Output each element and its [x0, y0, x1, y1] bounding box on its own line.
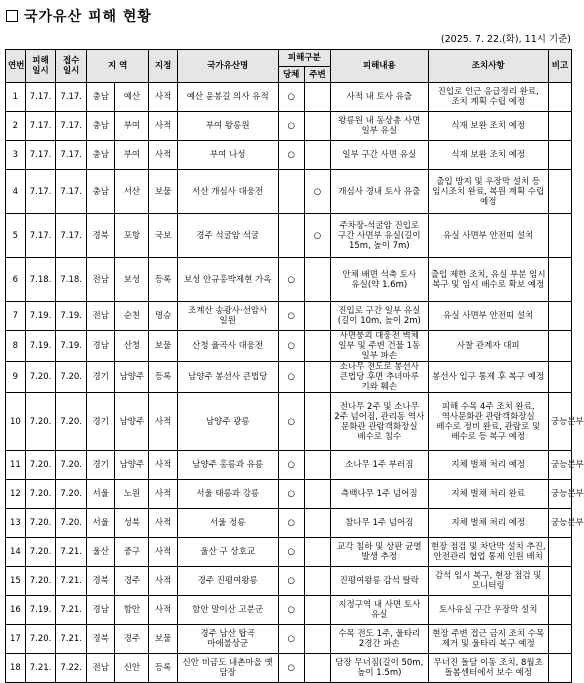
cell-damage-date: 7.19.: [25, 331, 56, 362]
cell-content: 진평여왕릉 감석 탈락: [331, 567, 428, 596]
table-row: [6, 625, 572, 654]
table-row: [6, 362, 572, 393]
cell-direct: ○: [278, 654, 304, 683]
cell-surrounding: [304, 331, 330, 362]
cell-no: 10: [6, 393, 26, 451]
damage-status-table: [5, 49, 584, 683]
table-row: [6, 596, 572, 625]
header-damage-type: 피해구분: [278, 50, 331, 67]
cell-city: 성북: [115, 509, 149, 538]
checkbox-icon: [6, 10, 18, 22]
cell-remarks: [548, 214, 571, 258]
header-action: 조치사항: [428, 50, 548, 83]
cell-province: 전남: [86, 302, 114, 331]
cell-direct: ○: [278, 393, 304, 451]
table-row: [6, 83, 572, 112]
cell-damage-date: 7.17.: [25, 141, 56, 170]
cell-report-date: 7.17.: [56, 141, 87, 170]
cell-direct: ○: [278, 112, 304, 141]
cell-action: 봉선사 입구 통제 후 복구 예정: [428, 362, 548, 393]
cell-direct: ○: [278, 509, 304, 538]
cell-province: 충남: [86, 141, 114, 170]
cell-heritage-name: 남양주 봉선사 큰법당: [177, 362, 278, 393]
cell-content: 소나무 전도로 봉선사 큰법당 후면 추녀마루 기와 훼손: [331, 362, 428, 393]
cell-surrounding: [304, 567, 330, 596]
cell-remarks: [548, 362, 571, 393]
cell-content: 사적 내 토사 유출: [331, 83, 428, 112]
cell-province: 전남: [86, 258, 114, 302]
cell-no: 3: [6, 141, 26, 170]
cell-city: 순천: [115, 302, 149, 331]
cell-no: 14: [6, 538, 26, 567]
cell-damage-date: 7.17.: [25, 170, 56, 214]
header-content: 피해내용: [331, 50, 428, 83]
cell-report-date: 7.21.: [56, 625, 87, 654]
header-heritage-name: 국가유산명: [177, 50, 278, 83]
cell-action: 식재 보완 조치 예정: [428, 112, 548, 141]
cell-action: 무너진 돌담 이동 조치, 8월초 돌봄센터에서 보수 예정: [428, 654, 548, 683]
cell-designation: 명승: [149, 302, 177, 331]
cell-remarks: [548, 112, 571, 141]
cell-province: 서울: [86, 509, 114, 538]
table-row: [6, 258, 572, 302]
cell-heritage-name: 신안 비금도 내촌마을 옛 담장: [177, 654, 278, 683]
cell-direct: ○: [278, 83, 304, 112]
cell-report-date: 7.20.: [56, 509, 87, 538]
header-region: 지 역: [86, 50, 148, 83]
cell-content: 개심사 경내 토사 유출: [331, 170, 428, 214]
cell-province: 경남: [86, 331, 114, 362]
cell-surrounding: [304, 362, 330, 393]
cell-remarks: [548, 654, 571, 683]
cell-content: 사면붕괴 대웅전 벽체 일부 및 주변 건물 1동 일부 파손: [331, 331, 428, 362]
header-no: 연번: [6, 50, 26, 83]
cell-no: 18: [6, 654, 26, 683]
cell-heritage-name: 부여 나성: [177, 141, 278, 170]
cell-no: 13: [6, 509, 26, 538]
cell-report-date: 7.20.: [56, 480, 87, 509]
table-row: [6, 393, 572, 451]
cell-damage-date: 7.17.: [25, 83, 56, 112]
cell-designation: 사적: [149, 596, 177, 625]
cell-city: 신안: [115, 654, 149, 683]
cell-direct: ○: [278, 567, 304, 596]
cell-remarks: 궁능본부: [548, 480, 571, 509]
cell-no: 17: [6, 625, 26, 654]
cell-direct: ○: [278, 302, 304, 331]
cell-no: 1: [6, 83, 26, 112]
cell-heritage-name: 보성 안규홍박제현 가옥: [177, 258, 278, 302]
table-row: [6, 567, 572, 596]
cell-report-date: 7.19.: [56, 302, 87, 331]
cell-content: 담장 무너짐(길이 50m, 높이 1.5m): [331, 654, 428, 683]
cell-direct: ○: [278, 141, 304, 170]
cell-surrounding: [304, 509, 330, 538]
cell-direct: ○: [278, 480, 304, 509]
cell-action: 현장 점검 및 차단막 설치 추진, 안전관리 협업 통제 인원 배치: [428, 538, 548, 567]
cell-heritage-name: 산청 율곡사 대웅전: [177, 331, 278, 362]
cell-damage-date: 7.19.: [25, 302, 56, 331]
cell-content: 일부 구간 사면 유실: [331, 141, 428, 170]
cell-action: 지체 벌채 처리 완료: [428, 480, 548, 509]
cell-report-date: 7.22.: [56, 654, 87, 683]
cell-surrounding: ○: [304, 214, 330, 258]
cell-heritage-name: 서울 정릉: [177, 509, 278, 538]
cell-city: 경주: [115, 567, 149, 596]
cell-city: 보성: [115, 258, 149, 302]
cell-province: 서울: [86, 480, 114, 509]
cell-damage-date: 7.17.: [25, 214, 56, 258]
cell-action: 피해 수목 4주 조치 완료, 역사문화관 관람객화장실 배수로 정비 완료, 관람로 및 배수로 등 복구 예정: [428, 393, 548, 451]
table-row: [6, 654, 572, 683]
cell-content: 측백나무 1주 넘어짐: [331, 480, 428, 509]
cell-direct: ○: [278, 596, 304, 625]
cell-surrounding: [304, 538, 330, 567]
cell-action: 현장 주변 접근 금지 조치 수목 제거 및 울타리 복구 예정: [428, 625, 548, 654]
cell-content: 왕릉원 내 동상총 사면 일부 유실: [331, 112, 428, 141]
cell-remarks: [548, 141, 571, 170]
table-row: [6, 214, 572, 258]
cell-province: 경북: [86, 214, 114, 258]
cell-no: 5: [6, 214, 26, 258]
cell-city: 부여: [115, 112, 149, 141]
cell-city: 예산: [115, 83, 149, 112]
cell-no: 12: [6, 480, 26, 509]
cell-designation: 사적: [149, 567, 177, 596]
page-title: 국가유산 피해 현황: [24, 9, 152, 25]
table-row: [6, 451, 572, 480]
table-row: [6, 331, 572, 362]
cell-city: 서산: [115, 170, 149, 214]
cell-designation: 사적: [149, 393, 177, 451]
cell-no: 6: [6, 258, 26, 302]
cell-damage-date: 7.20.: [25, 509, 56, 538]
cell-city: 남양주: [115, 393, 149, 451]
cell-province: 경북: [86, 567, 114, 596]
cell-damage-date: 7.20.: [25, 480, 56, 509]
cell-heritage-name: 서산 개심사 대웅전: [177, 170, 278, 214]
cell-remarks: 궁능본부: [548, 393, 571, 451]
cell-report-date: 7.17.: [56, 214, 87, 258]
cell-damage-date: 7.17.: [25, 112, 56, 141]
cell-designation: 국보: [149, 214, 177, 258]
cell-remarks: [548, 302, 571, 331]
cell-designation: 보물: [149, 331, 177, 362]
cell-action: 토사유실 구간 우장막 설치: [428, 596, 548, 625]
cell-report-date: 7.20.: [56, 451, 87, 480]
cell-report-date: 7.21.: [56, 567, 87, 596]
cell-surrounding: [304, 654, 330, 683]
cell-direct: ○: [278, 451, 304, 480]
cell-designation: 사적: [149, 141, 177, 170]
header-designation: 지정: [149, 50, 177, 83]
cell-province: 경기: [86, 362, 114, 393]
cell-no: 9: [6, 362, 26, 393]
cell-action: 출입 제한 조치, 유실 부분 임시 복구 및 임시 배수로 확보 예정: [428, 258, 548, 302]
cell-action: 지체 벌채 처리 예정: [428, 451, 548, 480]
cell-surrounding: [304, 393, 330, 451]
cell-heritage-name: 조계산 송광사·선암사 일원: [177, 302, 278, 331]
cell-report-date: 7.20.: [56, 362, 87, 393]
cell-report-date: 7.21.: [56, 538, 87, 567]
cell-content: 지정구역 내 사면 토사 유실: [331, 596, 428, 625]
cell-action: 유실 사면부 안전띠 설치: [428, 302, 548, 331]
cell-designation: 등록: [149, 258, 177, 302]
cell-action: 사찰 관계자 대피: [428, 331, 548, 362]
cell-damage-date: 7.20.: [25, 393, 56, 451]
cell-city: 경주: [115, 625, 149, 654]
cell-province: 경기: [86, 393, 114, 451]
cell-province: 경남: [86, 596, 114, 625]
cell-action: 식재 보완 조치 예정: [428, 141, 548, 170]
cell-surrounding: ○: [304, 170, 330, 214]
cell-direct: ○: [278, 538, 304, 567]
cell-remarks: [548, 83, 571, 112]
cell-direct: [278, 170, 304, 214]
cell-damage-date: 7.21.: [25, 654, 56, 683]
cell-heritage-name: 경주 진평여왕릉: [177, 567, 278, 596]
cell-heritage-name: 부여 왕릉원: [177, 112, 278, 141]
cell-damage-date: 7.20.: [25, 362, 56, 393]
cell-designation: 사적: [149, 83, 177, 112]
cell-report-date: 7.19.: [56, 331, 87, 362]
cell-remarks: [548, 170, 571, 214]
cell-no: 4: [6, 170, 26, 214]
cell-heritage-name: 경주 남산 탑곡 마애불상군: [177, 625, 278, 654]
cell-surrounding: [304, 83, 330, 112]
cell-remarks: [548, 567, 571, 596]
cell-content: 진입로 구간 일부 유실(길이 10m, 높이 2m): [331, 302, 428, 331]
cell-city: 부여: [115, 141, 149, 170]
cell-direct: ○: [278, 258, 304, 302]
table-row: [6, 302, 572, 331]
cell-damage-date: 7.20.: [25, 538, 56, 567]
cell-action: 유실 사면부 안전띠 설치: [428, 214, 548, 258]
cell-surrounding: [304, 451, 330, 480]
cell-province: 경북: [86, 625, 114, 654]
cell-designation: 보물: [149, 625, 177, 654]
cell-no: 11: [6, 451, 26, 480]
cell-heritage-name: 남양주 광릉: [177, 393, 278, 451]
cell-designation: 사적: [149, 112, 177, 141]
cell-heritage-name: 남양주 홍릉과 유릉: [177, 451, 278, 480]
cell-city: 중구: [115, 538, 149, 567]
cell-content: 주차장-석굴암 진입로 구간 사면부 유실(길이 15m, 높이 7m): [331, 214, 428, 258]
table-row: [6, 141, 572, 170]
cell-action: 출입 방지 및 우장막 설치 등 임시조치 완료, 복원 계획 수립 예정: [428, 170, 548, 214]
cell-designation: 보물: [149, 170, 177, 214]
cell-action: 지체 벌채 처리 예정: [428, 509, 548, 538]
cell-designation: 사적: [149, 451, 177, 480]
cell-city: 함안: [115, 596, 149, 625]
cell-surrounding: [304, 596, 330, 625]
cell-surrounding: [304, 112, 330, 141]
cell-remarks: 궁능본부: [548, 509, 571, 538]
cell-province: 경기: [86, 451, 114, 480]
cell-content: 소나무 1주 부러짐: [331, 451, 428, 480]
cell-action: 진입로 인근 응급정리 완료, 조치 계획 수립 예정: [428, 83, 548, 112]
cell-damage-date: 7.20.: [25, 625, 56, 654]
header-surrounding: 주변: [304, 67, 330, 83]
cell-designation: 등록: [149, 654, 177, 683]
table-row: [6, 112, 572, 141]
table-row: [6, 509, 572, 538]
cell-province: 충남: [86, 83, 114, 112]
cell-damage-date: 7.19.: [25, 596, 56, 625]
header-report-date: 접수 일시: [56, 50, 87, 83]
cell-report-date: 7.17.: [56, 83, 87, 112]
cell-no: 2: [6, 112, 26, 141]
cell-direct: [278, 214, 304, 258]
cell-remarks: 궁능본부: [548, 451, 571, 480]
cell-direct: ○: [278, 625, 304, 654]
cell-direct: ○: [278, 362, 304, 393]
cell-city: 남양주: [115, 362, 149, 393]
cell-designation: 등록: [149, 362, 177, 393]
header-direct: 당체: [278, 67, 304, 83]
cell-report-date: 7.18.: [56, 258, 87, 302]
cell-no: 16: [6, 596, 26, 625]
cell-content: 안채 배면 석축 토사 유실(약 1.6m): [331, 258, 428, 302]
cell-province: 전남: [86, 654, 114, 683]
cell-content: 교각 침하 및 상판 균열 발생 추정: [331, 538, 428, 567]
cell-direct: ○: [278, 331, 304, 362]
cell-heritage-name: 예산 윤봉길 의사 유적: [177, 83, 278, 112]
cell-content: 수목 전도 1주, 울타리 2경간 파손: [331, 625, 428, 654]
cell-content: 참나무 1주 넘어짐: [331, 509, 428, 538]
cell-no: 15: [6, 567, 26, 596]
cell-remarks: [548, 596, 571, 625]
cell-report-date: 7.21.: [56, 596, 87, 625]
cell-report-date: 7.17.: [56, 170, 87, 214]
cell-content: 전나무 2주 및 소나무 2주 넘어짐, 관리동 역사 문화관 관람객화장실 배수로 침수: [331, 393, 428, 451]
cell-surrounding: [304, 141, 330, 170]
cell-province: 충남: [86, 112, 114, 141]
cell-report-date: 7.17.: [56, 112, 87, 141]
cell-surrounding: [304, 302, 330, 331]
cell-surrounding: [304, 625, 330, 654]
cell-remarks: [548, 331, 571, 362]
cell-heritage-name: 울산 구 상호교: [177, 538, 278, 567]
title-row: [6, 6, 152, 26]
cell-remarks: [548, 538, 571, 567]
cell-city: 남양주: [115, 451, 149, 480]
cell-designation: 사적: [149, 509, 177, 538]
cell-heritage-name: 경주 석굴암 석굴: [177, 214, 278, 258]
cell-surrounding: [304, 258, 330, 302]
as-of-date: (2025. 7. 22.(화), 11시 기준): [440, 34, 571, 45]
table-row: [6, 480, 572, 509]
cell-heritage-name: 함안 말이산 고분군: [177, 596, 278, 625]
cell-remarks: [548, 258, 571, 302]
cell-heritage-name: 서울 태릉과 강릉: [177, 480, 278, 509]
cell-city: 포항: [115, 214, 149, 258]
header-damage-date: 피해 일시: [25, 50, 56, 83]
header-remarks: 비고: [548, 50, 571, 83]
cell-damage-date: 7.18.: [25, 258, 56, 302]
cell-damage-date: 7.20.: [25, 567, 56, 596]
cell-designation: 사적: [149, 480, 177, 509]
cell-province: 충남: [86, 170, 114, 214]
cell-city: 산청: [115, 331, 149, 362]
cell-report-date: 7.20.: [56, 393, 87, 451]
cell-damage-date: 7.20.: [25, 451, 56, 480]
cell-remarks: [548, 625, 571, 654]
cell-no: 7: [6, 302, 26, 331]
cell-action: 감석 임시 복구, 현장 점검 및 모니터링: [428, 567, 548, 596]
cell-designation: 사적: [149, 538, 177, 567]
cell-no: 8: [6, 331, 26, 362]
cell-city: 노원: [115, 480, 149, 509]
table-row: [6, 170, 572, 214]
cell-surrounding: [304, 480, 330, 509]
cell-province: 울산: [86, 538, 114, 567]
table-row: [6, 538, 572, 567]
